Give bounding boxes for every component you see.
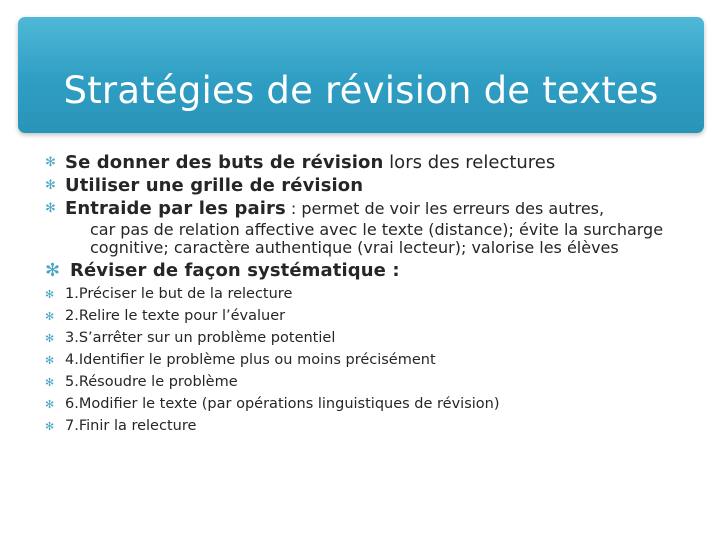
asterisk-bullet-icon: ✻ <box>45 420 55 433</box>
step-item <box>45 305 705 327</box>
step-item <box>45 327 705 349</box>
asterisk-bullet-icon: ✻ <box>45 398 55 411</box>
bullet-strong-text: Entraide par les pairs <box>65 198 286 219</box>
bullet-item-goals <box>45 151 705 174</box>
asterisk-bullet-icon: ✻ <box>45 354 55 367</box>
peer-review-explanation: car pas de relation affective avec le texte (distance); évite la surcharge cognitive; caractère authentique (vrai lecteur); valorise les élèves <box>90 220 664 257</box>
systematic-review-heading <box>45 259 705 283</box>
bullet-rest-text: : permet de voir les erreurs des autres, <box>285 199 605 218</box>
asterisk-bullet-icon: ✻ <box>45 178 56 193</box>
step-text: 4.Identifier le problème plus ou moins précisément <box>65 352 436 368</box>
step-text: 3.S’arrêter sur un problème potentiel <box>65 330 336 346</box>
asterisk-bullet-icon: ✻ <box>45 310 55 323</box>
step-item <box>45 371 705 393</box>
step-text: 6.Modifier le texte (par opérations linguistiques de révision) <box>65 396 500 412</box>
asterisk-bullet-icon: ✻ <box>45 332 55 345</box>
step-item <box>45 393 705 415</box>
step-item <box>45 349 705 371</box>
asterisk-bullet-icon: ✻ <box>45 201 56 216</box>
asterisk-bullet-icon: ✻ <box>45 155 56 170</box>
title-band <box>18 17 704 133</box>
step-text: 7.Finir la relecture <box>65 418 197 434</box>
step-item <box>45 283 705 305</box>
bullet-rest-text: lors des relectures <box>383 152 556 173</box>
bullet-item-grid <box>45 174 705 197</box>
step-text: 2.Relire le texte pour l’évaluer <box>65 308 286 324</box>
heading-text: Réviser de façon systématique : <box>70 260 400 281</box>
step-text: 1.Préciser le but de la relecture <box>65 286 293 302</box>
asterisk-bullet-icon: ✻ <box>45 376 55 389</box>
bullet-list <box>45 151 705 437</box>
bullet-strong-text: Utiliser une grille de révision <box>65 175 364 196</box>
slide-title: Stratégies de révision de textes <box>63 69 659 112</box>
bullet-strong-text: Se donner des buts de révision <box>65 152 384 173</box>
step-item <box>45 415 705 437</box>
step-text: 5.Résoudre le problème <box>65 374 238 390</box>
bullet-item-peers <box>45 197 705 220</box>
asterisk-bullet-icon: ✻ <box>45 260 61 281</box>
asterisk-bullet-icon: ✻ <box>45 288 55 301</box>
